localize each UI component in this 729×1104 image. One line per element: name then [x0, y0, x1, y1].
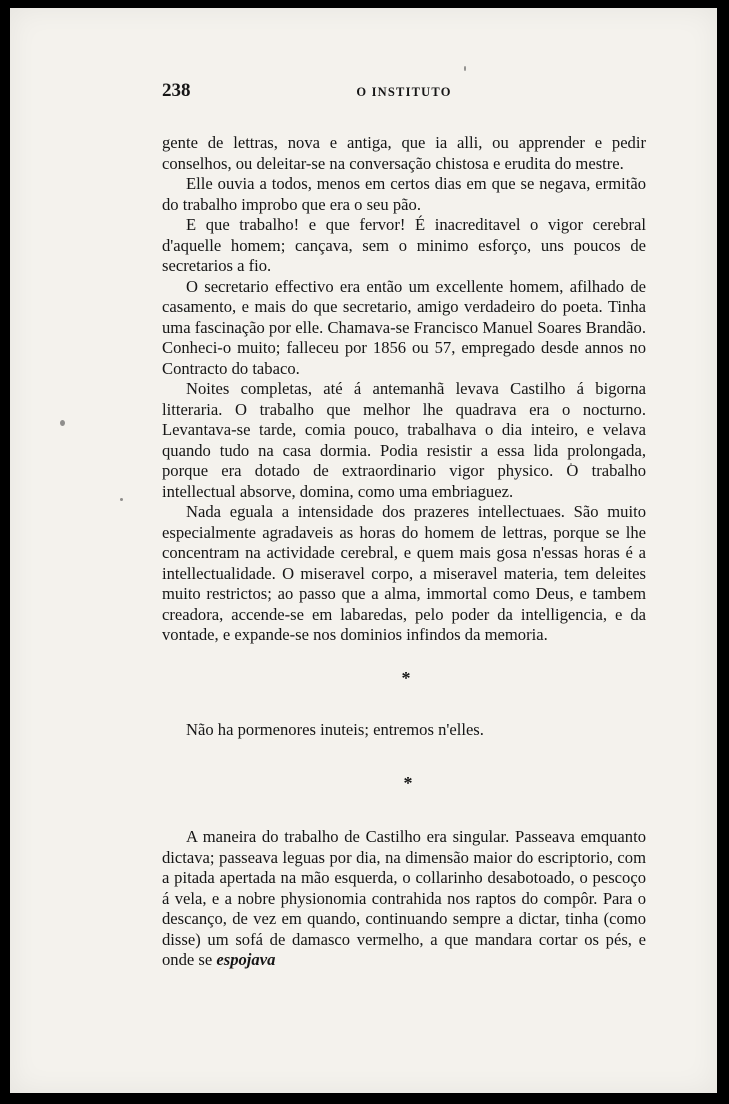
- paragraph: E que trabalho! e que fervor! É inacreditavel o vigor cerebral d'aquelle homem; cançava, sem o minimo esforço, uns poucos de secretarios a fio.: [162, 215, 646, 275]
- ink-speck: [464, 66, 466, 71]
- paragraph: gente de lettras, nova e antiga, que ia alli, ou apprender e pedir conselhos, ou deleitar-se na conversação chistosa e erudita do mestre.: [162, 133, 646, 173]
- paragraph: Nada eguala a intensidade dos prazeres intellectuaes. São muito especialmente agradaveis as horas do homem de lettras, porque se lhe concentram na actividade cerebral, e quem mais gosa n'essas horas é a intellectualidade. O miseravel corpo, a miseravel materia, tem deleites muito restrictos; ao passo que a alma, immortal como Deus, e tambem creadora, accende-se em labaredas, pelo poder da intelligencia, e da vontade, e expande-se nos dominios infindos da memoria.: [162, 502, 646, 644]
- section-one: [162, 133, 646, 646]
- paragraph: Elle ouvia a todos, menos em certos dias em que se negava, ermitão do trabalho improbo que era o seu pão.: [162, 174, 646, 214]
- text-block: [162, 78, 646, 971]
- section-separator: *: [401, 667, 411, 688]
- section-two: [162, 827, 646, 971]
- paper-sheet: [10, 8, 717, 1093]
- paragraph: O secretario effectivo era então um excellente homem, afilhado de casamento, e mais do que secretario, amigo verdadeiro do poeta. Tinha uma fascinação por elle. Chamava-se Francisco Manuel Soares Brandão. Conheci-o muito; falleceu por 1856 ou 57, empregado desde annos no Contracto do tabaco.: [162, 276, 646, 378]
- paragraph: [162, 827, 646, 971]
- section-separator: *: [403, 773, 413, 793]
- running-title: O INSTITUTO: [356, 85, 452, 99]
- paragraph-text: A maneira do trabalho de Castilho era singular. Passeava emquanto dictava; passeava leguas por dia, na dimensão maior do escriptorio, com a pitada apertada na mão esquerda, o collarinho desabotoado, o pescoço á vela, e a nobre physionomia contrahida nos raptos do compôr. Para o descanço, de vez em quando, continuando sempre a dictar, tinha (como disse) um sofá de damasco vermelho, a que mandara cortar os pés, e onde se: [162, 827, 646, 969]
- page-number: 238: [162, 80, 191, 101]
- paragraph: Noites completas, até á antemanhã levava Castilho á bigorna litteraria. O trabalho que melhor lhe quadrava era o nocturno. Levantava-se tarde, comia pouco, trabalhava o dia inteiro, e velava quando tudo na casa dormia. Podia resistir a essa lida prolongada, porque era dotado de extraordinario vigor physico. O trabalho intellectual absorve, domina, como uma embriaguez.: [162, 379, 646, 501]
- page-header: [162, 78, 646, 104]
- ink-speck: [120, 498, 123, 501]
- short-paragraph: Não ha pormenores inuteis; entremos n'elles.: [186, 719, 484, 739]
- ink-speck: [60, 420, 65, 426]
- italic-word: espojava: [216, 950, 276, 969]
